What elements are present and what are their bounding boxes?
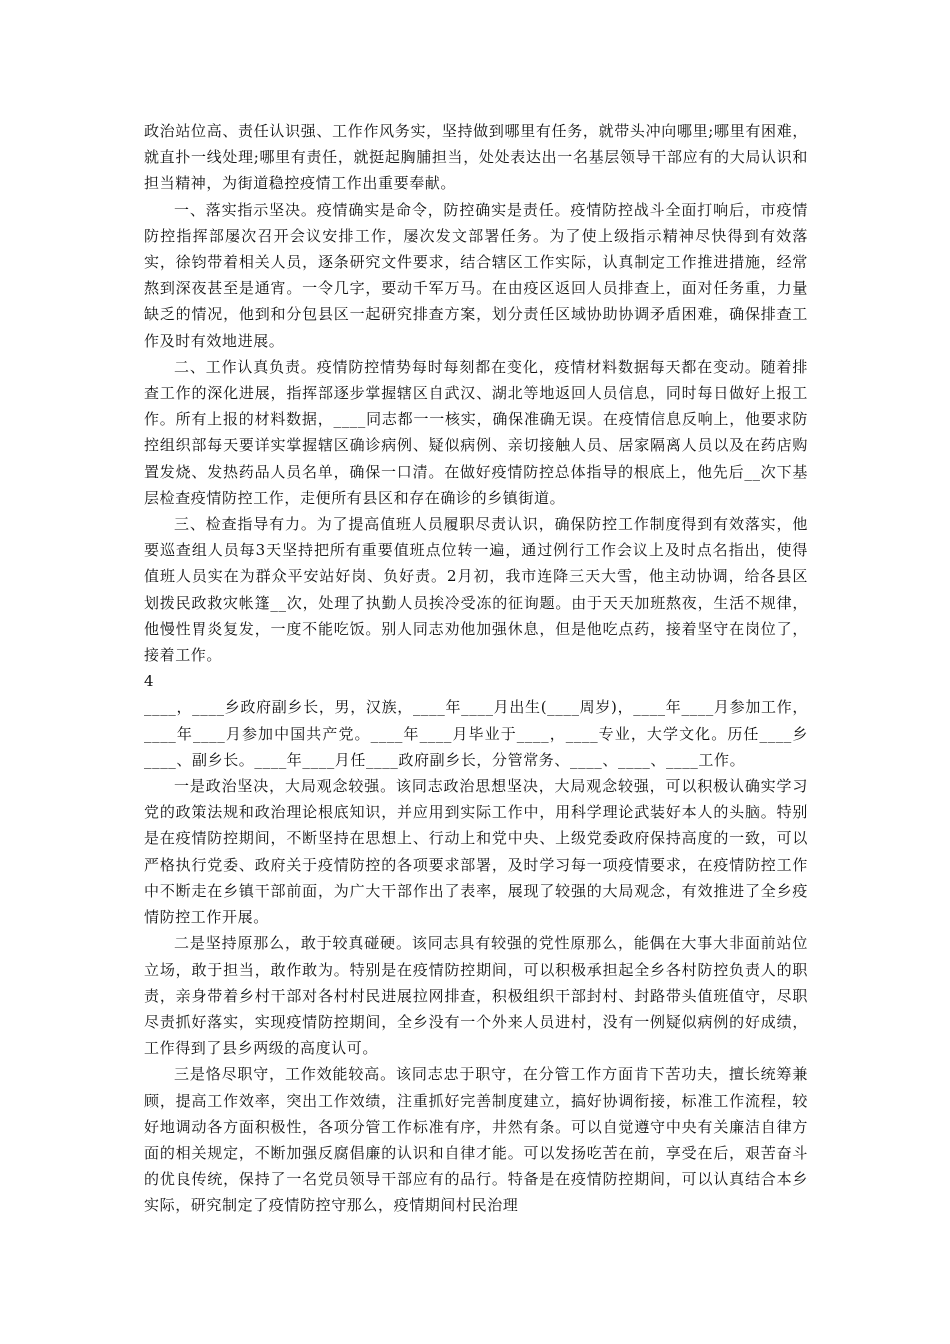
paragraph-section-two: 二、工作认真负责。疫情防控情势每时每刻都在变化，疫情材料数据每天都在变动。随着排查工作的深化进展，指挥部逐步掌握辖区自武汉、湖北等地返回人员信息，同时每日做好上报工作。所有上报的材料数据，____同志都一一核实，确保准确无误。在疫情信息反响上，他要求防控组织部每天要详实掌握辖区确诊病例、疑似病例、亲切接触人员、居家隔离人员以及在药店购置发烧、发热药品人员名单，确保一口清。在做好疫情防控总体指导的根底上，他先后__次下基层检查疫情防控工作，走便所有县区和存在确诊的乡镇街道。 (144, 357, 808, 507)
paragraph-section-three: 三、检查指导有力。为了提高值班人员履职尽责认识，确保防控工作制度得到有效落实，他要巡查组人员每3天坚持把所有重要值班点位转一遍，通过例行工作会议上及时点名指出，使得值班人员实在为群众平安站好岗、负好责。2月初，我市连降三天大雪，他主动协调，给各县区划拨民政救灾帐篷__次，处理了执勤人员挨冷受冻的征询题。由于天天加班熬夜，生活不规律，他慢性胃炎复发，一度不能吃饭。别人同志劝他加强休息，但是他吃点药，接着坚守在岗位了，接着工作。 (144, 515, 808, 665)
section-number: 4 (144, 672, 155, 691)
paragraph-point-one: 一是政治坚决，大局观念较强。该同志政治思想坚决，大局观念较强，可以积极认确实学习党的政策法规和政治理论根底知识，并应用到实际工作中，用科学理论武装好本人的头脑。特别是在疫情防控期间，不断坚持在思想上、行动上和党中央、上级党委政府保持高度的一致，可以严格执行党委、政府关于疫情防控的各项要求部署，及时学习每一项疫情要求，在疫情防控工作中不断走在乡镇干部前面，为广大干部作出了表率，展现了较强的大局观念，有效推进了全乡疫情防控工作开展。 (144, 777, 808, 927)
paragraph-point-three: 三是恪尽职守，工作效能较高。该同志忠于职守，在分管工作方面肯下苦功夫，擅长统筹兼顾，提高工作效率，突出工作效绩，注重抓好完善制度建立，搞好协调衔接，标准工作流程，较好地调动各方面积极性，各项分管工作标准有序，井然有条。可以自觉遵守中央有关廉洁自律方面的相关规定，不断加强反腐倡廉的认识和自律才能。可以发扬吃苦在前，享受在后，艰苦奋斗的优良传统，保持了一名党员领导干部应有的品行。特备是在疫情防控期间，可以认真结合本乡实际，研究制定了疫情防控守那么，疫情期间村民治理 (144, 1065, 808, 1215)
paragraph-profile: ____，____乡政府副乡长，男，汉族，____年____月出生(____周岁)，____年____月参加工作，____年____月参加中国共产党。____年____月毕业于____，____专业，大学文化。历任____乡____、副乡长。____年____月任____政府副乡长，分管常务、____、____、____工作。 (144, 698, 808, 769)
document-page (144, 118, 808, 1219)
paragraph-intro: 政治站位高、责任认识强、工作作风务实，坚持做到哪里有任务，就带头冲向哪里;哪里有困难，就直扑一线处理;哪里有责任，就挺起胸脯担当，处处表达出一名基层领导干部应有的大局认识和担当精神，为街道稳控疫情工作出重要奉献。 (144, 122, 808, 193)
paragraph-point-two: 二是坚持原那么，敢于较真碰硬。该同志具有较强的党性原那么，能偶在大事大非面前站位立场，敢于担当，敢作敢为。特别是在疫情防控期间，可以积极承担起全乡各村防控负责人的职责，亲身带着乡村干部对各村村民进展拉网排查，积极组织干部封村、封路带头值班值守，尽职尽责抓好落实，实现疫情防控期间，全乡没有一个外来人员进村，没有一例疑似病例的好成绩，工作得到了县乡两级的高度认可。 (144, 934, 808, 1058)
paragraph-section-one: 一、落实指示坚决。疫情确实是命令，防控确实是责任。疫情防控战斗全面打响后，市疫情防控指挥部屡次召开会议安排工作，屡次发文部署任务。为了使上级指示精神尽快得到有效落实，徐钧带着相关人员，逐条研究文件要求，结合辖区工作实际，认真制定工作推进措施，经常熬到深夜甚至是通宵。一令几字，要动千军万马。在由疫区返回人员排查上，面对任务重，力量缺乏的情况，他到和分包县区一起研究排查方案，划分责任区域协助协调矛盾困难，确保排查工作及时有效地进展。 (144, 200, 808, 350)
